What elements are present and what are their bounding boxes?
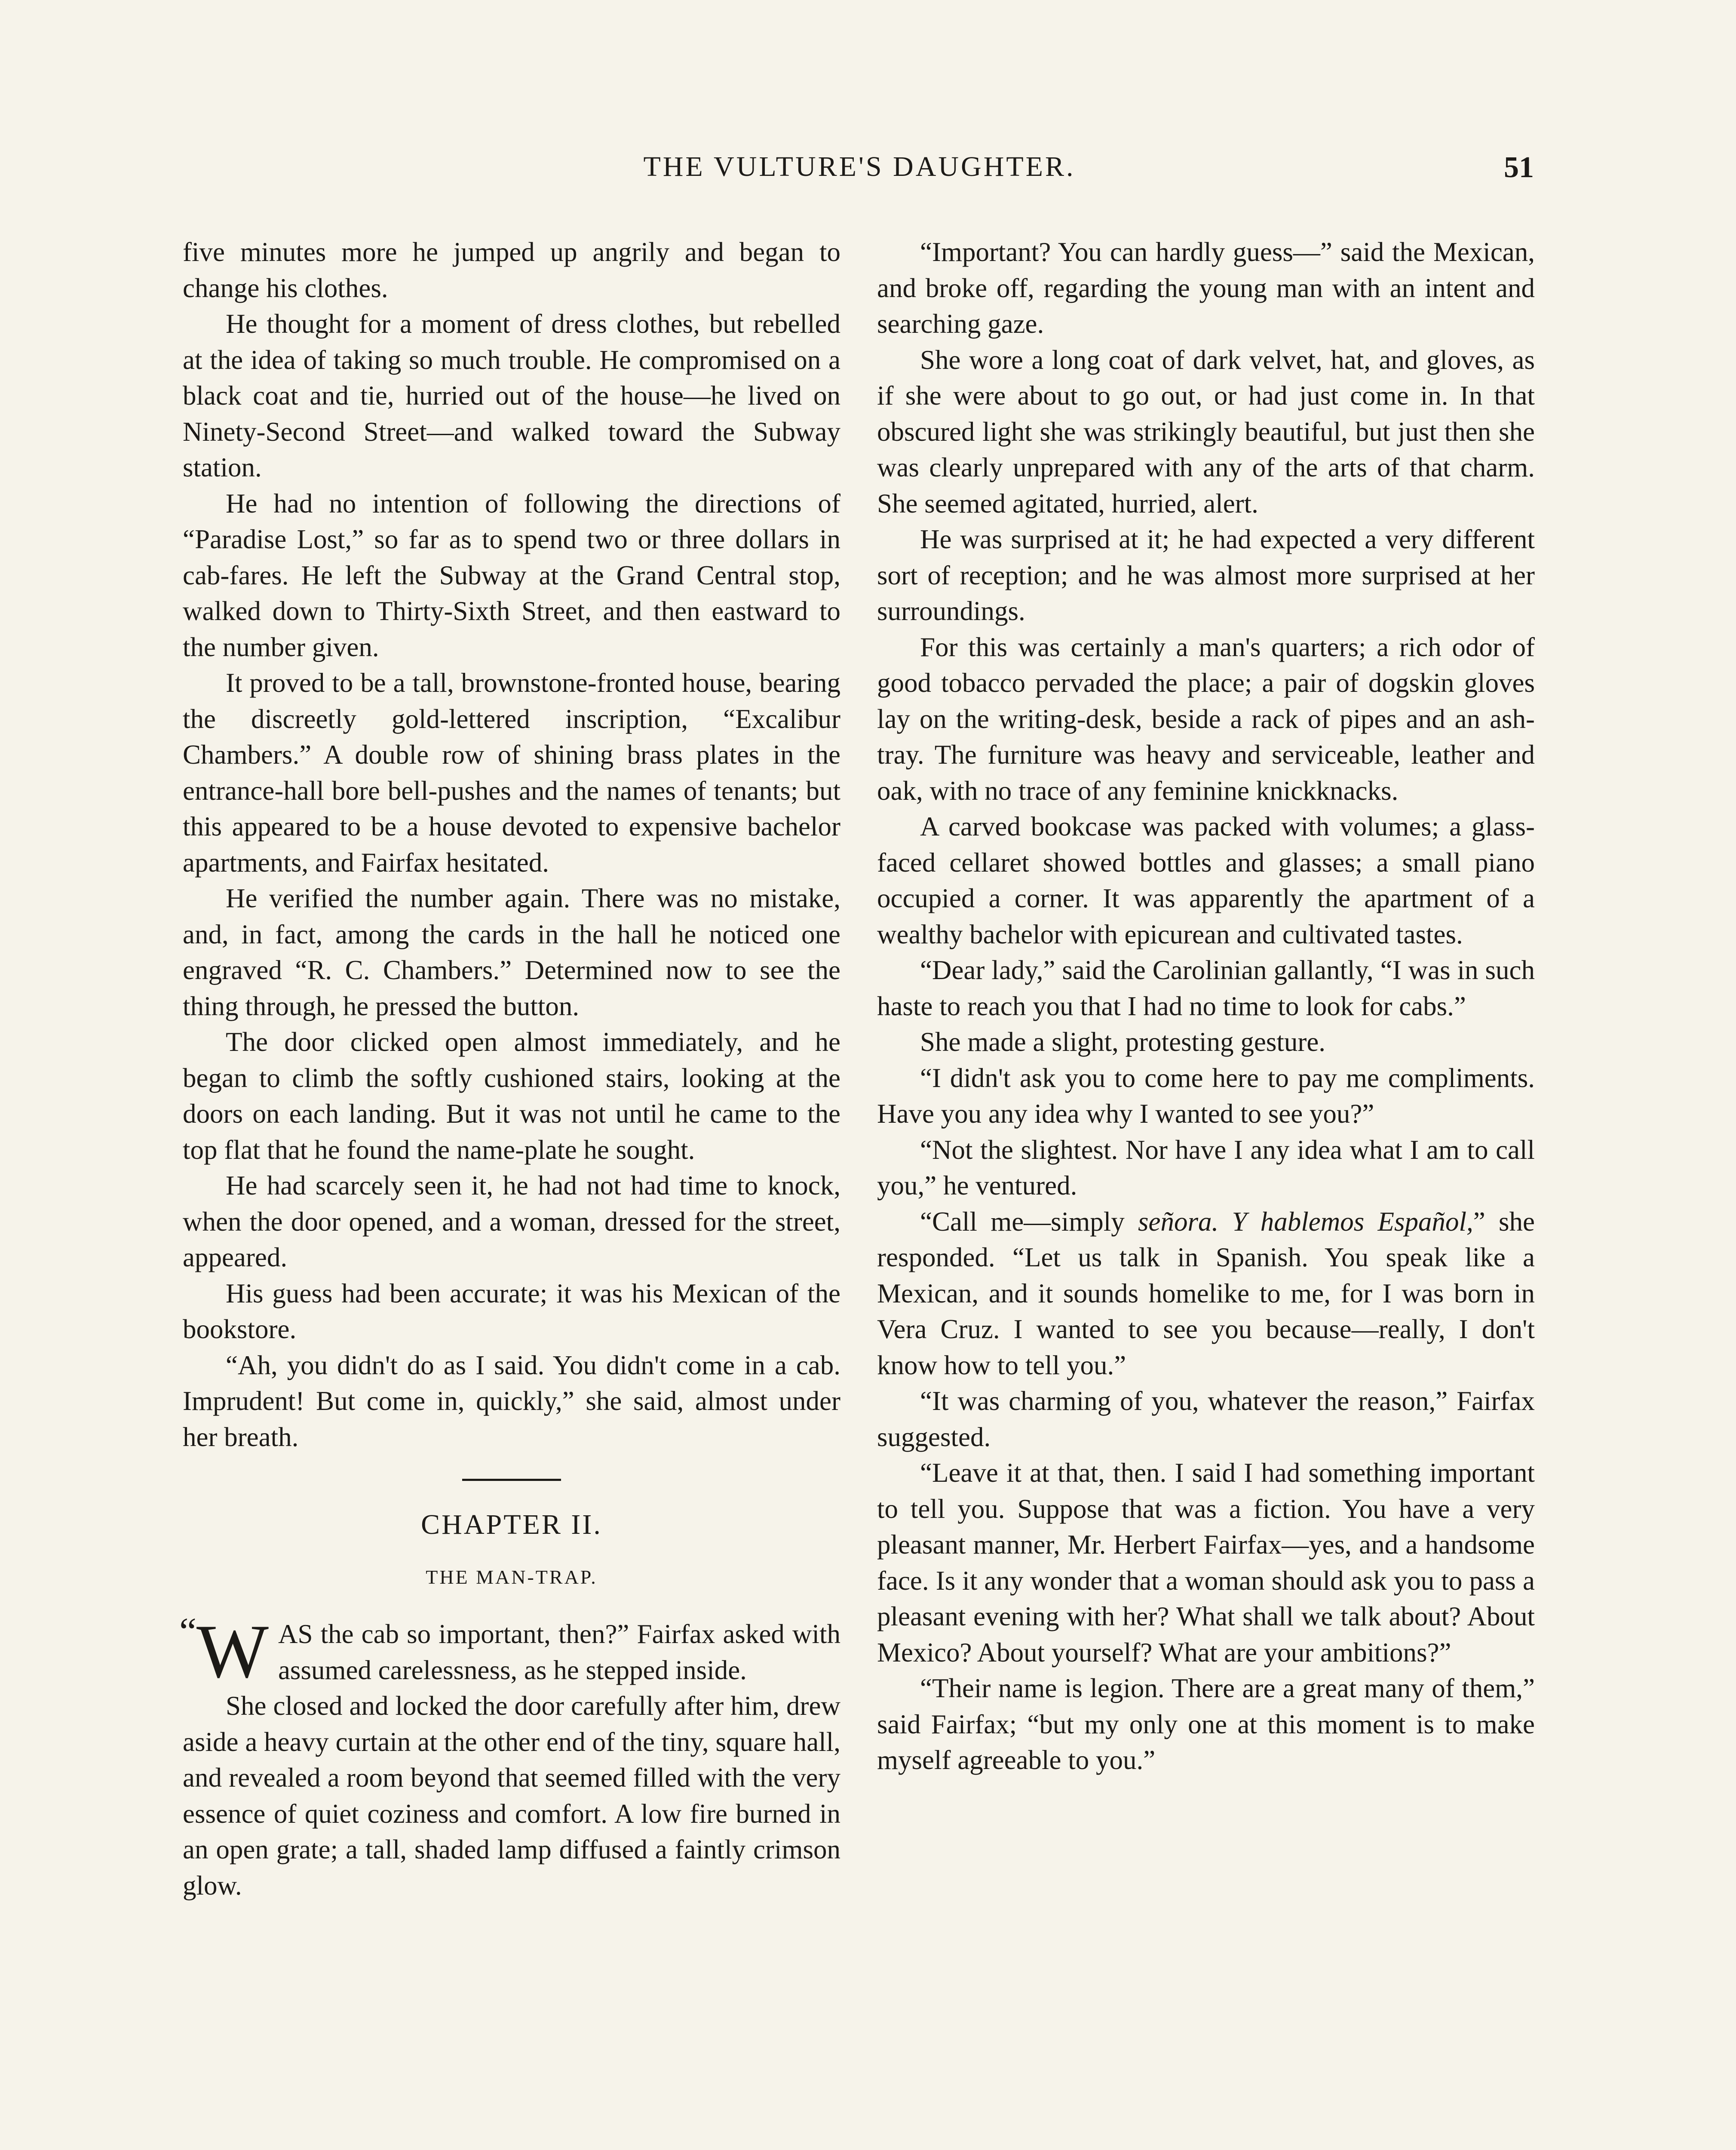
chapter-heading: CHAPTER II. (421, 1509, 602, 1540)
paragraph: five minutes more he jumped up angrily and began to change his clothes. (183, 237, 840, 303)
spanish-phrase: señora. Y hablemos Español, (1138, 1206, 1473, 1237)
paragraph: She wore a long coat of dark velvet, hat, and gloves, as if she were about to go out, or had just come in. In that obscured light she was strikingly beautiful, but just then she was clearly unprepared with any of the arts of that charm. She seemed agitated, hurried, alert. (877, 344, 1535, 519)
paragraph: “Ah, you didn't do as I said. You didn't come in a cab. Imprudent! But come in, quickly,” she said, almost under her breath. (183, 1350, 840, 1452)
paragraph: He was surprised at it; he had expected a very different sort of reception; and he was almost more surprised at her surroundings. (877, 524, 1535, 626)
paragraph: He thought for a moment of dress clothes, but rebelled at the idea of taking so much trouble. He compromised on a black coat and tie, hurried out of the house—he lived on Ninety-Second Street—and walked toward the Subway station. (183, 309, 840, 482)
paragraph: “Their name is legion. There are a great many of them,” said Fairfax; “but my only one at this moment is to make myself agreeable to you.” (877, 1673, 1535, 1775)
paragraph: “I didn't ask you to come here to pay me compliments. Have you any idea why I wanted to see you?” (877, 1063, 1535, 1129)
paragraph: “Dear lady,” said the Carolinian gallantly, “I was in such haste to reach you that I had no time to look for cabs.” (877, 955, 1535, 1021)
paragraph: She closed and locked the door carefully after him, drew aside a heavy curtain at the other end of the tiny, square hall, and revealed a room beyond that seemed filled with the very essence of quiet coziness and comfort. A low fire burned in an open grate; a tall, shaded lamp diffused a faintly crimson glow. (183, 1691, 840, 1901)
paragraph: He had scarcely seen it, he had not had time to knock, when the door opened, and a woman, dressed for the street, appeared. (183, 1170, 840, 1272)
section-rule (462, 1479, 561, 1481)
paragraph: He verified the number again. There was no mistake, and, in fact, among the cards in the hall he noticed one engraved “R. C. Chambers.” Determined now to see the thing through, he pressed the button. (183, 883, 840, 1021)
drop-cap-quote: “ (179, 1610, 196, 1653)
running-head (185, 150, 1534, 189)
paragraph: It proved to be a tall, brownstone-fronted house, bearing the discreetly gold-lettered inscription, “Excalibur Chambers.” A double row of shining brass plates in the entrance-hall bore bell-pushes and the names of tenants; but this appeared to be a house devoted to expensive bachelor apartments, and Fairfax hesitated. (183, 668, 840, 878)
paragraph: For this was certainly a man's quarters; a rich odor of good tobacco pervaded the place; a pair of dogskin gloves lay on the writing-desk, beside a rack of pipes and an ash-tray. The furniture was heavy and serviceable, leather and oak, with no trace of any feminine knickknacks. (877, 632, 1535, 806)
chapter-opening-paragraph (179, 1609, 840, 1694)
paragraph: “Important? You can hardly guess—” said the Mexican, and broke off, regarding the young man with an intent and searching gaze. (877, 237, 1535, 339)
left-column (179, 234, 840, 1904)
paragraph: A carved bookcase was packed with volumes; a glass-faced cellaret showed bottles and glasses; a small piano occupied a corner. It was apparently the apartment of a wealthy bachelor with epicurean and cultivated tastes. (877, 811, 1535, 949)
text-run: ” she responded. “Let us talk in Spanish. You speak like a Mexican, and it sounds homelike to me, for I was born in Vera Cruz. I wanted to see you because—really, I don't know how to tell you.” (877, 1206, 1535, 1380)
drop-cap (179, 1609, 269, 1694)
text-run: “Call me—simply (920, 1206, 1138, 1237)
paragraph: The door clicked open almost immediately, and he began to climb the softly cushioned stairs, looking at the doors on each landing. But it was not until he came to the top flat that he found the name-plate he sought. (183, 1027, 840, 1165)
drop-cap-letter: W (196, 1609, 269, 1694)
paragraph: She made a slight, protesting gesture. (920, 1027, 1326, 1057)
page-number: 51 (1504, 151, 1534, 184)
paragraph: “Leave it at that, then. I said I had something important to tell you. Suppose that was a fiction. You have a very pleasant manner, Mr. Herbert Fairfax—yes, and a handsome face. Is it any wonder that a woman should ask you to pass a pleasant evening with her? What shall we talk about? About Mexico? About yourself? What are your ambitions?” (877, 1458, 1535, 1668)
running-title: THE VULTURE'S DAUGHTER. (643, 151, 1076, 182)
paragraph: His guess had been accurate; it was his Mexican of the bookstore. (183, 1278, 840, 1344)
paragraph: He had no intention of following the directions of “Paradise Lost,” so far as to spend two or three dollars in cab-fares. He left the Subway at the Grand Central stop, walked down to Thirty-Sixth Street, and then eastward to the number given. (183, 488, 840, 662)
paragraph: “It was charming of you, whatever the reason,” Fairfax suggested. (877, 1386, 1535, 1452)
chapter-subtitle: THE MAN-TRAP. (426, 1566, 598, 1588)
paragraph-senora (877, 1204, 1535, 1384)
paragraph: “Not the slightest. Nor have I any idea what I am to call you,” he ventured. (877, 1134, 1535, 1201)
right-column (877, 234, 1535, 1778)
opening-text: AS the cab so important, then?” Fairfax asked with assumed carelessness, as he stepped inside. (278, 1619, 840, 1685)
